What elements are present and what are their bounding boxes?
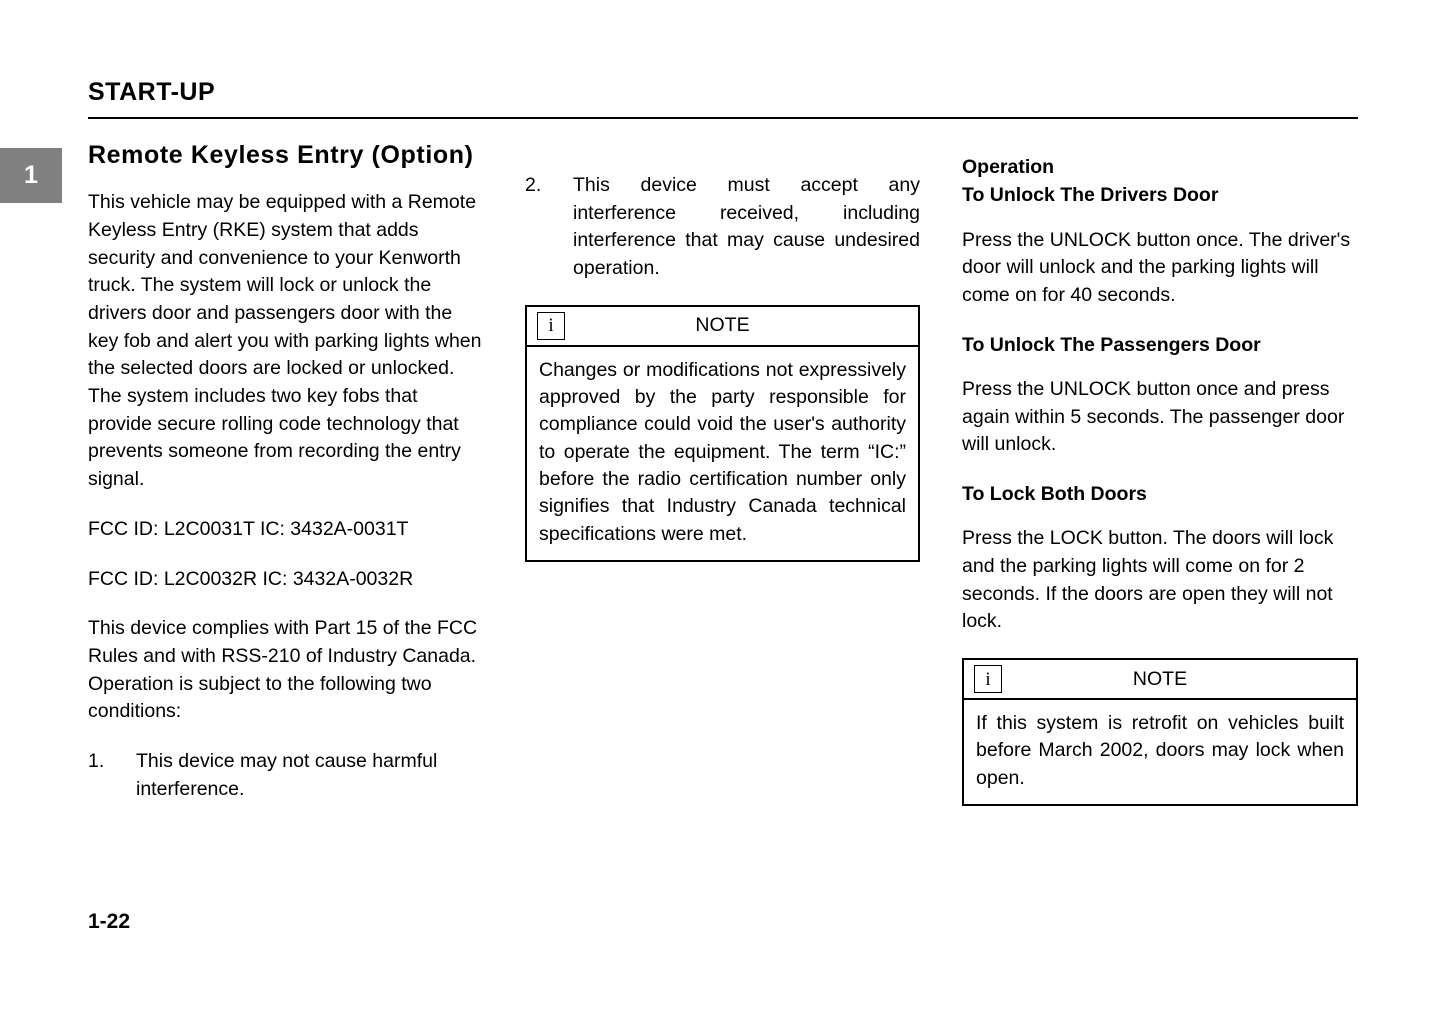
compliance-paragraph: This device complies with Part 15 of the FCC Rules and with RSS-210 of Industry Canada. Operation is subject to the following two conditions: — [88, 617, 478, 723]
note-box-fcc — [525, 305, 920, 562]
note-label: NOTE — [1132, 667, 1188, 690]
page-number: 1-22 — [88, 910, 131, 933]
page-header — [88, 78, 1358, 119]
note-body — [964, 700, 1356, 804]
lock-both-heading: To Lock Both Doors — [962, 483, 1147, 506]
note-text: If this system is retrofit on vehicles built before March 2002, doors may lock when open. — [976, 712, 1344, 789]
chapter-tab-number: 1 — [24, 161, 38, 189]
note-label: NOTE — [695, 314, 750, 337]
note-body — [527, 347, 918, 560]
note-header — [964, 660, 1356, 700]
chapter-tab — [0, 148, 62, 203]
fcc-id-line-2: FCC ID: L2C0032R IC: 3432A-0032R — [88, 567, 414, 590]
fcc-id-line-1: FCC ID: L2C0031T IC: 3432A-0031T — [88, 517, 409, 540]
condition-2-text: This device must accept any interference received, including interference that may cause undesired operation. — [573, 174, 920, 280]
unlock-drivers-heading: To Unlock The Drivers Door — [962, 184, 1219, 207]
unlock-passengers-heading: To Unlock The Passengers Door — [962, 333, 1261, 356]
information-icon-glyph: i — [985, 668, 991, 690]
condition-2-number: 2. — [525, 174, 542, 196]
note-box-retrofit — [962, 658, 1358, 806]
column-left — [88, 140, 486, 825]
condition-item-1 — [88, 748, 486, 803]
operation-heading: Operation — [962, 156, 1055, 178]
condition-1-text: This device may not cause harmful interference. — [136, 749, 438, 800]
note-text: Changes or modifications not expressively approved by the party responsible for compliance could void the user's authority to operate the equipment. The term “IC:” before the radio certification number only signifies that Industry Canada technical specifications were met. — [539, 358, 906, 545]
condition-item-2 — [525, 172, 920, 283]
unlock-drivers-text: Press the UNLOCK button once. The driver's door will unlock and the parking lights will come on for 40 seconds. — [962, 228, 1351, 306]
section-title: Remote Keyless Entry (Option) — [88, 141, 474, 169]
information-icon-glyph: i — [548, 315, 554, 337]
page-title: START-UP — [88, 78, 216, 106]
note-header — [527, 307, 918, 347]
header-divider — [88, 117, 1358, 119]
column-right — [962, 140, 1358, 828]
column-middle — [525, 140, 920, 584]
intro-paragraph: This vehicle may be equipped with a Remote Keyless Entry (RKE) system that adds security and convenience to your Kenworth truck. The system will lock or unlock the drivers door and passengers door with the key fob and alert you with parking lights when the selected doors are locked or unlocked. The system includes two key fobs that provide secure rolling code technology that prevents someone from recording the entry signal. — [88, 191, 482, 491]
lock-both-text: Press the LOCK button. The doors will lock and the parking lights will come on for 2 seconds. If the doors are open they will not lock. — [962, 527, 1334, 633]
condition-1-number: 1. — [88, 749, 105, 772]
unlock-passengers-text: Press the UNLOCK button once and press again within 5 seconds. The passenger door will unlock. — [962, 378, 1345, 456]
